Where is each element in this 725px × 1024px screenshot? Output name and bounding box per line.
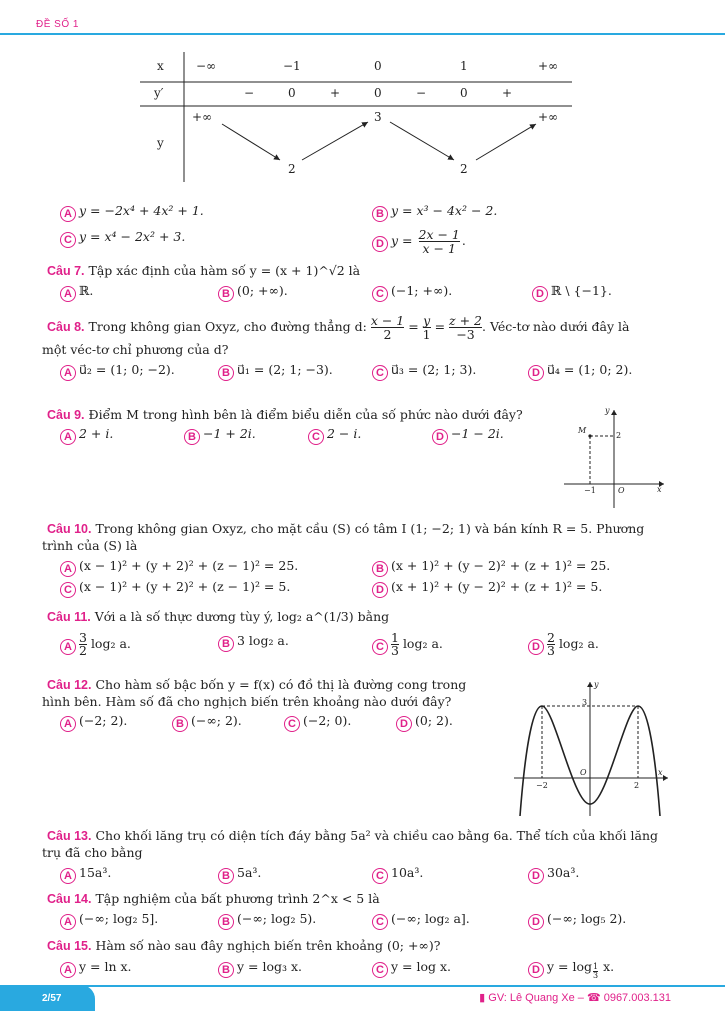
author-phone: 0967.003.131 [603,992,671,1004]
fig9-origin: O [618,486,625,495]
q9-option-c[interactable]: C 2 − i. [308,425,361,445]
yp-sign: 0 [460,86,468,100]
footer-author [479,991,671,1004]
q10-stem-line2: trình của (S) là [42,538,138,553]
q6-option-c[interactable]: C y = x⁴ − 2x² + 3. [60,228,185,248]
q10-stem: Câu 10. Trong không gian Oxyz, cho mặt cầu (S) có tâm I (1; −2; 1) và bán kính R = 5. Phương [47,521,645,536]
q13-options [60,864,705,882]
x-value: +∞ [538,59,559,73]
q11-options [60,630,705,658]
fig12-tick-3: 3 [582,698,588,707]
y-value: +∞ [192,110,213,124]
q6-option-a[interactable]: A y = −2x⁴ + 4x² + 1. [60,202,204,222]
q14-option-d[interactable]: D (−∞; log₅ 2). [528,910,626,930]
q7-options [60,282,705,300]
q15-option-d[interactable]: D y = log $\frac{1}{3}$ x. [528,958,614,980]
y-value: 2 [460,162,468,176]
q12-figure [512,678,672,818]
q15-option-c[interactable]: C y = log x. [372,958,451,978]
document-icon: ▮ [479,992,486,1004]
q10-option-a[interactable]: A (x − 1)² + (y + 2)² + (z − 1)² = 25. [60,557,298,577]
footer-rule [0,985,725,987]
q8-option-c[interactable]: C u⃗₃ = (2; 1; 3). [372,361,476,381]
q6-option-d[interactable]: D y = $\frac{2x - 1}{x - 1}$ . [372,228,466,255]
q13-option-d[interactable]: D 30a³. [528,864,579,884]
fig12-tick-2: 2 [634,781,640,790]
yp-label: y′ [154,86,164,100]
q11-option-b[interactable]: B 3 log₂ a. [218,632,289,652]
q15-option-b[interactable]: B y = log₃ x. [218,958,302,978]
q9-option-d[interactable]: D −1 − 2i. [432,425,504,445]
y-value: +∞ [538,110,559,124]
x-value: 1 [460,59,468,73]
q15-option-a[interactable]: A y = ln x. [60,958,132,978]
yp-sign: − [244,86,255,100]
q9-figure [560,404,670,512]
fig9-point-m: M [578,426,587,435]
fig12-y-label: y [594,680,599,689]
y-value: 2 [288,162,296,176]
q8-stem-line2: một véc-tơ chỉ phương của d? [42,342,229,357]
q10-option-b[interactable]: B (x + 1)² + (y − 2)² + (z + 1)² = 25. [372,557,610,577]
q12-option-a[interactable]: A (−2; 2). [60,712,127,732]
page-header: ĐỀ SỐ 1 [36,19,79,30]
q8-option-d[interactable]: D u⃗₄ = (1; 0; 2). [528,361,632,381]
q9-option-b[interactable]: B −1 + 2i. [184,425,256,445]
q7-option-c[interactable]: C (−1; +∞). [372,282,452,302]
q10-option-c[interactable]: C (x − 1)² + (y + 2)² + (z − 1)² = 5. [60,578,290,598]
q10-options-row2 [60,578,705,596]
q12-stem: Câu 12. Cho hàm số bậc bốn y = f(x) có đồ thị là đường cong trong [47,677,467,692]
q8-stem: Câu 8. Trong không gian Oxyz, cho đường thẳng d: $\frac{x - 1}{2}$ = $\frac{y}{1}$ = $\frac{z + 2}{-3}$ . Véc-tơ nào dưới đây là [47,313,630,342]
q14-option-a[interactable]: A (−∞; log₂ 5]. [60,910,158,930]
q15-stem: Câu 15. Hàm số nào sau đây nghịch biến trên khoảng (0; +∞)? [47,938,441,953]
q10-option-d[interactable]: D (x + 1)² + (y − 2)² + (z + 1)² = 5. [372,578,602,598]
q12-option-b[interactable]: B (−∞; 2). [172,712,242,732]
q13-option-b[interactable]: B 5a³. [218,864,261,884]
page-number: 2/57 [42,993,62,1004]
q13-option-c[interactable]: C 10a³. [372,864,423,884]
q14-option-c[interactable]: C (−∞; log₂ a]. [372,910,470,930]
q13-option-a[interactable]: A 15a³. [60,864,111,884]
q7-option-d[interactable]: D ℝ \ {−1}. [532,282,612,302]
q6-options-row1 [60,202,705,220]
complex-plane [560,404,670,512]
q10-options-row1 [60,557,705,575]
fig12-tick-m2: −2 [536,781,548,790]
fig12-x-label: x [658,768,663,777]
phone-icon: ☎ [586,992,601,1004]
q6-options-row2 [60,227,705,256]
q12-stem-line2: hình bên. Hàm số đã cho nghịch biến trên khoảng nào dưới đây? [42,694,452,709]
q7-option-b[interactable]: B (0; +∞). [218,282,288,302]
q8-options [60,361,705,379]
yp-sign: 0 [288,86,296,100]
header-rule [0,33,725,35]
q7-stem: Câu 7. Tập xác định của hàm số y = (x + 1)^√2 là [47,263,361,278]
q13-stem: Câu 13. Cho khối lăng trụ có diện tích đáy bằng 5a² và chiều cao bằng 6a. Thể tích của khối lăng [47,828,658,843]
q8-option-b[interactable]: B u⃗₁ = (2; 1; −3). [218,361,333,381]
q9-stem: Câu 9. Điểm M trong hình bên là điểm biểu diễn của số phức nào dưới đây? [47,407,523,422]
q15-options [60,958,705,980]
q12-option-d[interactable]: D (0; 2). [396,712,453,732]
author-name: GV: Lê Quang Xe – [488,992,584,1004]
q14-options [60,910,705,928]
q11-stem: Câu 11. Với a là số thực dương tùy ý, log₂ a^(1/3) bằng [47,609,390,624]
fig9-y-label: y [605,406,610,415]
x-value: 0 [374,59,382,73]
yp-sign: 0 [374,86,382,100]
x-value: −∞ [196,59,217,73]
q11-option-d[interactable]: D $\frac{2}{3}$ log₂ a. [528,632,599,657]
fig9-tick-2: 2 [616,431,622,440]
q14-option-b[interactable]: B (−∞; log₂ 5). [218,910,316,930]
y-label: y [157,136,164,150]
x-value: −1 [283,59,301,73]
x-label: x [157,59,164,73]
q13-stem-line2: trụ đã cho bằng [42,845,143,860]
fig9-tick-m1: −1 [584,486,596,495]
fig12-origin: O [580,768,587,777]
q8-option-a[interactable]: A u⃗₂ = (1; 0; −2). [60,361,175,381]
quartic-graph [512,678,672,818]
fig9-x-label: x [657,485,662,494]
q12-option-c[interactable]: C (−2; 0). [284,712,351,732]
yp-sign: + [502,86,513,100]
variation-table [140,52,580,190]
q9-option-a[interactable]: A 2 + i. [60,425,113,445]
q11-option-a[interactable]: A $\frac{3}{2}$ log₂ a. [60,632,131,657]
q7-option-a[interactable]: A ℝ. [60,282,93,302]
q12-options [60,712,495,730]
q14-stem: Câu 14. Tập nghiệm của bất phương trình 2^x < 5 là [47,891,380,906]
y-value: 3 [374,110,382,124]
q11-option-c[interactable]: C $\frac{1}{3}$ log₂ a. [372,632,443,657]
q6-option-b[interactable]: B y = x³ − 4x² − 2. [372,202,497,222]
yp-sign: + [330,86,341,100]
yp-sign: − [416,86,427,100]
